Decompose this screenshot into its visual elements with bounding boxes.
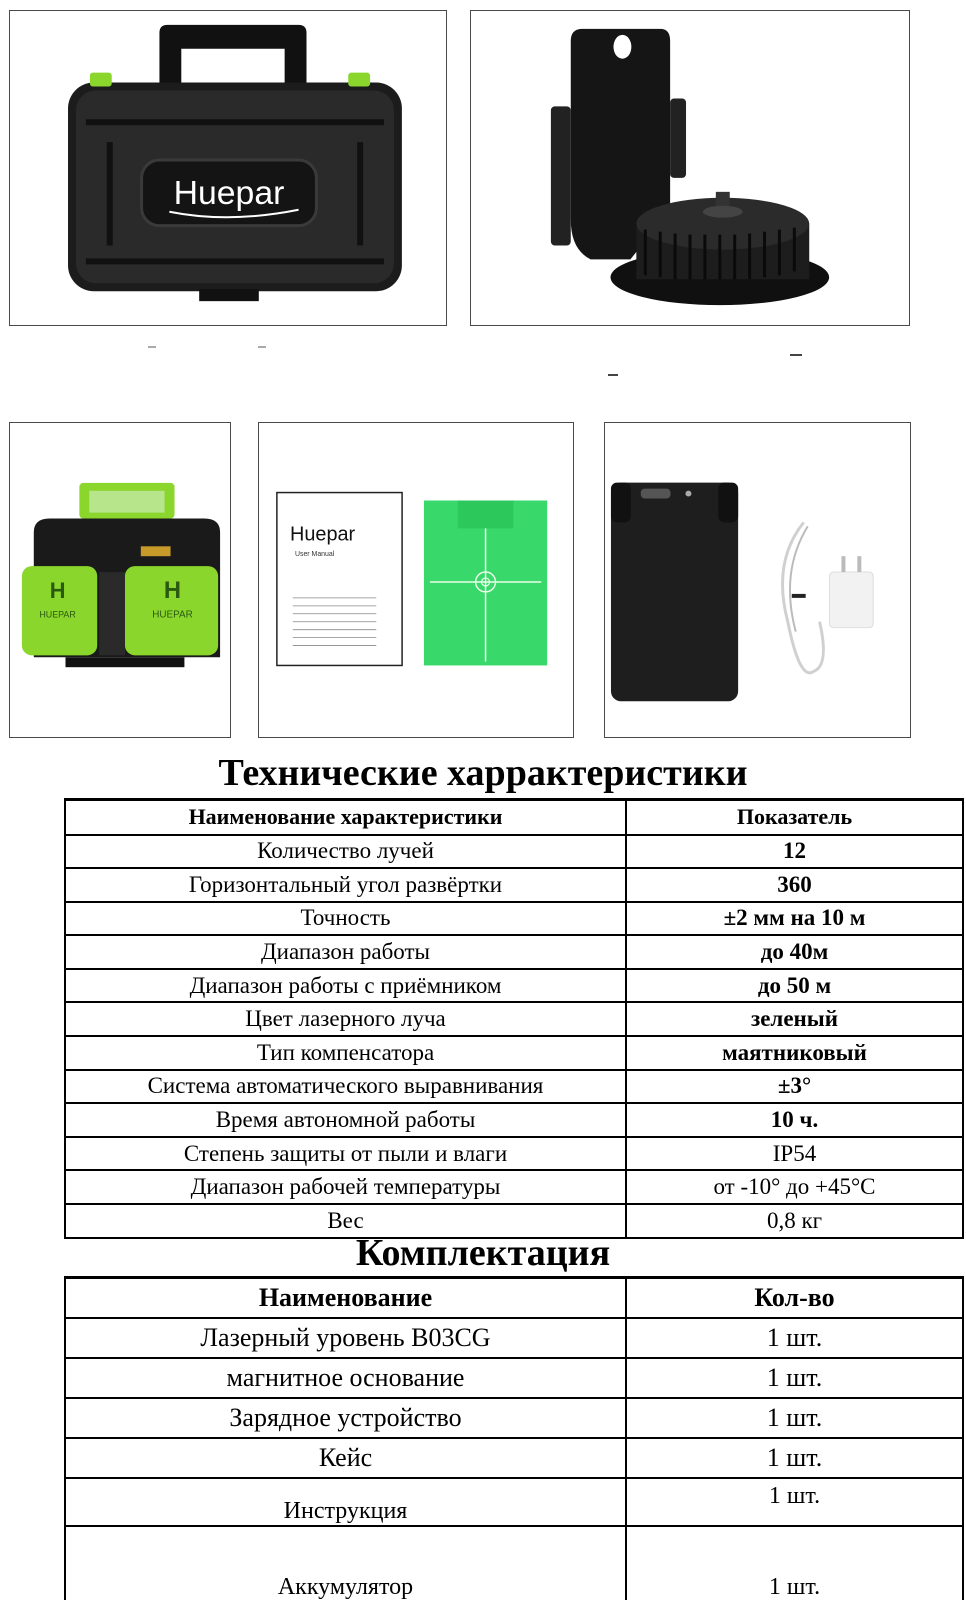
spec-value: маятниковый <box>626 1036 963 1070</box>
table-row <box>65 1002 963 1036</box>
spec-name: Диапазон работы <box>65 935 626 969</box>
spec-name: Степень защиты от пыли и влаги <box>65 1137 626 1171</box>
spec-value: ±3° <box>626 1070 963 1104</box>
table-row <box>65 868 963 902</box>
kit-item-qty: 1 шт. <box>626 1398 963 1438</box>
specs-header-name: Наименование характеристики <box>65 800 626 835</box>
kit-item-name: Инструкция <box>65 1478 626 1526</box>
manual-logo-text: Huepar <box>290 523 356 546</box>
carrying-case-photo <box>9 10 447 326</box>
table-row <box>65 1358 963 1398</box>
kit-header-row <box>65 1278 963 1318</box>
kit-item-qty: 1 шт. <box>626 1526 963 1600</box>
kit-table <box>64 1276 964 1600</box>
spec-value: 10 ч. <box>626 1103 963 1137</box>
laser-brand-right: HUEPAR <box>152 609 193 621</box>
specs-table <box>64 798 964 1239</box>
kit-item-qty: 1 шт. <box>626 1438 963 1478</box>
manual-and-target-photo <box>258 422 574 738</box>
spec-name: Тип компенсатора <box>65 1036 626 1070</box>
table-row <box>65 935 963 969</box>
specs-title: Технические харрактеристики <box>218 752 748 794</box>
spec-value: ±2 мм на 10 м <box>626 902 963 936</box>
spec-name: Диапазон работы с приёмником <box>65 969 626 1003</box>
spec-name: Диапазон рабочей температуры <box>65 1170 626 1204</box>
table-row <box>65 1318 963 1358</box>
kit-item-name: Зарядное устройство <box>65 1398 626 1438</box>
spec-value: 12 <box>626 835 963 869</box>
spec-value: 0,8 кг <box>626 1204 963 1238</box>
spec-name: Время автономной работы <box>65 1103 626 1137</box>
kit-header-name: Наименование <box>65 1278 626 1318</box>
spec-name: Цвет лазерного луча <box>65 1002 626 1036</box>
battery-and-charger-photo <box>604 422 911 738</box>
table-row <box>65 1478 963 1526</box>
manual-and-target-illustration <box>259 423 573 737</box>
table-row <box>65 1070 963 1104</box>
table-row <box>65 969 963 1003</box>
laser-brand-left: HUEPAR <box>39 609 76 620</box>
battery-and-charger-illustration <box>605 423 910 737</box>
spec-name: Вес <box>65 1204 626 1238</box>
table-row <box>65 1103 963 1137</box>
table-row <box>65 1438 963 1478</box>
spec-name: Система автоматического выравнивания <box>65 1070 626 1104</box>
laser-badge-left: H <box>49 577 66 603</box>
kit-item-name: Аккумулятор <box>65 1526 626 1600</box>
table-row <box>65 902 963 936</box>
table-row <box>65 1036 963 1070</box>
table-row <box>65 1398 963 1438</box>
spec-name: Количество лучей <box>65 835 626 869</box>
kit-item-qty: 1 шт. <box>626 1318 963 1358</box>
spec-name: Точность <box>65 902 626 936</box>
background-specks <box>140 345 840 385</box>
kit-item-name: Лазерный уровень B03CG <box>65 1318 626 1358</box>
specs-header-value: Показатель <box>626 800 963 835</box>
table-row <box>65 835 963 869</box>
spec-value: от -10° до +45°С <box>626 1170 963 1204</box>
kit-title: Комплектация <box>355 1232 611 1274</box>
laser-level-photo <box>9 422 231 738</box>
kit-item-name: Кейс <box>65 1438 626 1478</box>
manual-title-text: User Manual <box>294 551 335 559</box>
spec-name: Горизонтальный угол развёртки <box>65 868 626 902</box>
case-logo-text: Huepar <box>173 173 285 212</box>
spec-value: 360 <box>626 868 963 902</box>
magnetic-mount-illustration <box>471 11 909 325</box>
laser-level-illustration <box>10 423 230 737</box>
magnetic-mount-photo <box>470 10 910 326</box>
specs-header-row <box>65 800 963 835</box>
spec-value: зеленый <box>626 1002 963 1036</box>
kit-item-qty: 1 шт. <box>626 1478 963 1526</box>
table-row <box>65 1137 963 1171</box>
kit-item-qty: 1 шт. <box>626 1358 963 1398</box>
kit-item-name: магнитное основание <box>65 1358 626 1398</box>
table-row <box>65 1170 963 1204</box>
kit-header-qty: Кол-во <box>626 1278 963 1318</box>
table-row <box>65 1526 963 1600</box>
carrying-case-illustration <box>10 11 446 325</box>
spec-value: до 40м <box>626 935 963 969</box>
spec-value: до 50 м <box>626 969 963 1003</box>
spec-value: IP54 <box>626 1137 963 1171</box>
laser-badge-right: H <box>163 576 182 604</box>
